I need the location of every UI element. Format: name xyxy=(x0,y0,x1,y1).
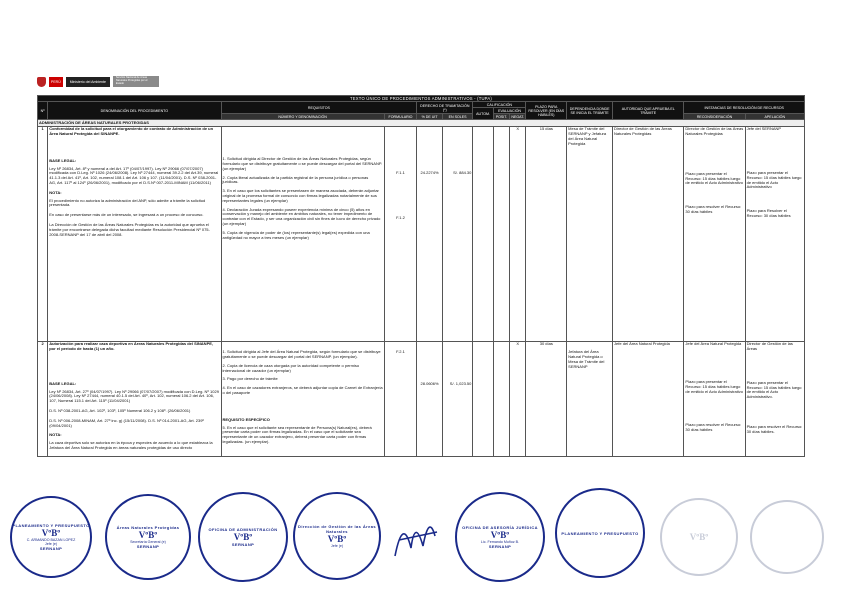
col-soles: EN SOLES xyxy=(442,114,473,120)
soles-cell: S/. 884.30 xyxy=(442,126,473,341)
col-denomination: DENOMINACIÓN DEL PROCEDIMIENTO xyxy=(48,102,221,120)
form-cell xyxy=(384,341,417,457)
soles-cell: S/. 1,023.50 xyxy=(442,341,473,457)
requirement-item: 5. En el caso que el solicitante sea representante de Persona(s) Natural(es), deberá presentar carta poder con firmas legalizadas. En el caso que el solicitante sea representante de un cazador extranjero, deberá presentar carta poder con firmas legalizadas. (un ejemplar). xyxy=(222,424,372,445)
header-logo xyxy=(37,76,159,87)
col-evaluation: EVALUACIÓN xyxy=(493,108,526,114)
requirement-item: 3. Pago por derecho de trámite xyxy=(222,376,278,382)
note-text: El procedimiento no autoriza la administración del ANP, sólo admite a trámite la solicitud presentada. xyxy=(49,197,206,208)
autom-cell xyxy=(473,126,493,341)
form-cell xyxy=(384,126,417,341)
authority-cell: Director de Gestión de las Áreas Naturales Protegidas xyxy=(613,126,684,341)
col-appeals: INSTANCIAS DE RESOLUCIÓN DE RECURSOS xyxy=(684,102,805,114)
appeal-cell: Jefe del SERNANP Plazo para presentar el Recurso: 15 días hábiles luego de emitido el Acto Administrativo Plazo para Resolver el Recurso: 30 días hábiles xyxy=(745,126,804,341)
reconsideration-cell: Jefe del Área Natural Protegida Plazo para presentar el Recurso: 15 días hábiles luego de emitido el Acto Administrativo Plazo para resolver el Recurso: 30 días hábiles xyxy=(684,341,745,457)
col-appeal: APELACIÓN xyxy=(745,114,804,120)
form-code: F.1.2 xyxy=(396,215,405,221)
deadline-cell: 30 días xyxy=(526,341,567,457)
base-legal-text: D.S. Nº 006-2008-MINAM, Art. 27º inc. g) (15/11/2008). D.S. Nº 014-2001-AG, Art. 239º (09/04/2001) xyxy=(49,417,204,428)
requirement-item: 3. En el caso que los solicitantes se presentasen de manera asociada, deberán adjuntar original de la promesa formal de consorcio con firmas legalizadas notarialmente de sus representantes legales (un ejemplar) xyxy=(222,188,379,203)
negat-cell: X xyxy=(510,341,526,457)
dependency-cell: Jefatura del Área Natural Protegida o Mesa de Trámite del SERNANP xyxy=(567,341,613,457)
stamp-planning-budget-2: PLANEAMIENTO Y PRESUPUESTO xyxy=(555,488,645,578)
base-legal-label: BASE LEGAL: xyxy=(49,157,77,163)
procedure-number: 2 xyxy=(38,341,48,457)
col-requirements: REQUISITOS xyxy=(221,102,417,114)
col-fee: DERECHO DE TRAMITACIÓN (*) xyxy=(417,102,473,114)
stamp-management-direction: Dirección de Gestión de las Áreas Naturales VºBº Jefe (e) xyxy=(293,492,381,580)
form-code: F.1.1 xyxy=(396,170,405,176)
tupa-table xyxy=(37,95,805,457)
appeal-cell: Director de Gestión de las Áreas Plazo para presentar el Recurso: 15 días hábiles luego de emitido el Acto Administrativo. Plazo para resolver el Recurso: 30 días hábiles. xyxy=(745,341,804,457)
requirement-item: 2. Copia de licencia de caza otorgada por la autoridad competente o permiso internacional de cazador (un ejemplar) xyxy=(222,362,360,373)
requirement-item: 4. Declaración Jurada expresando poseer experiencia mínima de cinco (5) años en conservación y manejo del ambiente en ámbitos naturales, no tener impedimento de contratar con el Estado, y ser una organización civil sin fines de lucro de derecho privado (un ejemplar) xyxy=(222,206,381,227)
stamp-legal-office: OFICINA DE ASESORÍA JURÍDICA VºBº Lic. Fernando Muñoz B. SERNANP xyxy=(455,492,545,582)
negat-cell: X xyxy=(510,126,526,341)
procedure-title: Conformidad de la solicitud para el otorgamiento de contrato de Administración de un Área Natural Protegida del SINANPE. xyxy=(49,126,214,137)
base-legal-label: BASE LEGAL: xyxy=(49,380,77,386)
col-posit: POSIT. xyxy=(493,114,509,120)
requirements-cell xyxy=(221,126,384,341)
procedure-title: Autorización para realizar caza deportiva en Áreas Naturales Protegidas del SINANPE, por el período de hasta (1) un año. xyxy=(49,341,214,352)
dependency-cell: Mesa de Trámite del SERNANP y Jefatura del Área Natural Protegida xyxy=(567,126,613,341)
table-row xyxy=(38,341,805,457)
base-legal-text: Ley Nº 26834, Art. 8º y numeral a del Art. 17º (04/07/1997). Ley Nº 29066 (07/07/2007) modificada con D.Leg. Nº 1026 (24/06/2008). Ley Nº 27444, numeral 39.2.2 del Art.39, numeral 41.1.3 del Art. 41º, Art. 102, numeral 108.1 del Art. 106 y 107. (11/04/2001). D.S. Nº 038-2001-AG, Art. 117º al 124º (26/06/2001), modificado por el D.S.Nº 007-2011-MINAM (11/06/2011) xyxy=(49,165,219,186)
logo-agency: Servicio Nacional de Áreas Naturales Protegidas por el Estado xyxy=(113,76,159,87)
stamp-planning-budget: PLANEAMIENTO Y PRESUPUESTO VºBº C. ARMANDO BAZAN LOPEZ Jefe (e) SERNANP xyxy=(10,496,92,578)
col-reconsideration: RECONSIDERACIÓN xyxy=(684,114,745,120)
logo-country: PERÚ xyxy=(49,77,63,87)
uit-cell: 28.0606% xyxy=(417,341,442,457)
procedure-description xyxy=(48,126,221,341)
uit-cell: 24.2274% xyxy=(417,126,442,341)
procedure-description xyxy=(48,341,221,457)
table-title: TEXTO ÚNICO DE PROCEDIMIENTOS ADMINISTRATIVOS - (TUPA) xyxy=(38,96,805,102)
col-form: FORMULARIO xyxy=(384,114,417,120)
col-req-number: NÚMERO Y DENOMINACIÓN xyxy=(221,114,384,120)
requirements-cell xyxy=(221,341,384,457)
table-row xyxy=(38,126,805,341)
requirement-item: 4. En el caso de cazadores extranjeros, se deberá adjuntar copia de Carnet de Extranjería o del pasaporte xyxy=(222,385,383,396)
reconsideration-cell: Director de Gestión de las Áreas Naturales Protegidas Plazo para presentar el Recurso: 15 días hábiles luego de emitido el Acto Administrativo Plazo para resolver el Recurso: 30 días hábiles xyxy=(684,126,745,341)
note-text: La caza deportiva solo se autoriza en la época y especies de acuerdo a lo que establezca la Jefatura del Área Natural Protegida en áreas naturales protegidas de uso directo xyxy=(49,440,213,451)
requirement-item: 2. Copia literal actualizada de la partida registral de la persona jurídica o personas jurídicas. xyxy=(222,174,369,185)
posit-cell xyxy=(493,341,509,457)
col-negat: NEGAT. xyxy=(511,114,525,119)
col-number: Nº xyxy=(38,102,48,120)
stamp-faded-1: VºBº xyxy=(660,498,738,576)
logo-ministry: Ministerio del Ambiente xyxy=(66,77,110,87)
base-legal-text: Ley Nº 26834, Art. 27º (04/07/1997). Ley Nº 29066 (07/07/2007) modificada con D.Leg. Nº 1029 (24/06/2008). Ley Nº 27444, numeral 40.1.5 del Art. 40º, Art. 102, numeral 106.2 del Art. 106, 107, Numeral 115.1 del Art. 115º (11/04/2001) xyxy=(49,388,219,404)
nota-label: NOTA: xyxy=(49,189,62,195)
requirement-item: 1. Solicitud dirigida al Jefe del Área Natural Protegida, según formulario que se distribuye gratuitamente o se puede descargar del portal del SERNANP. (un ejemplar). xyxy=(222,349,381,360)
handwritten-signature xyxy=(385,506,445,566)
form-code: F.2.1 xyxy=(396,349,405,355)
requirement-item: 1. Solicitud dirigida al Director de Gestión de las Áreas Naturales Protegidas, según formulario que se distribuye gratuitamente o se puede descargar del portal del SERNANP. (un ejemplar) xyxy=(222,156,383,171)
stamp-faded-2 xyxy=(750,500,824,574)
deadline-cell: 15 días xyxy=(526,126,567,341)
requirement-item: 5. Copia de vigencia de poder de (los) representante(s) legal(es) expedida con una antigüedad no mayor a tres meses (un ejemplar) xyxy=(222,229,370,240)
autom-cell xyxy=(473,341,493,457)
specific-requirement-label: REQUISITO ESPECÍFICO xyxy=(222,416,270,422)
stamp-administration-office: OFICINA DE ADMINISTRACIÓN VºBº SERNANP xyxy=(198,492,288,582)
col-authority: AUTORIDAD QUE APRUEBA EL TRÁMITE xyxy=(613,102,684,120)
section-title: ADMINISTRACIÓN DE ÁREAS NATURALES PROTEGIDAS xyxy=(38,120,805,127)
col-autom: AUTOM. xyxy=(473,108,493,120)
col-qualification: CALIFICACIÓN xyxy=(473,102,526,108)
posit-cell xyxy=(493,126,509,341)
col-uit: % DE UIT xyxy=(417,114,442,120)
nota-label: NOTA: xyxy=(49,432,62,438)
procedure-number: 1 xyxy=(38,126,48,341)
col-deadline: PLAZO PARA RESOLVER (EN DÍAS HÁBILES) xyxy=(526,102,567,120)
note-text: La Dirección de Gestión de las Áreas Naturales Protegidas es la autoridad que aprueba el trámite por encontrarse delegada dicha facultad mediante Resolución Presidencial Nº 075-2008-SERNANP del 17 de abril del 2008. xyxy=(49,222,210,237)
base-legal-text: D.S. Nº 038-2001-AG, Art. 102º, 103º, 105º Numeral 106.2 y 108º. (26/06/2001) xyxy=(49,408,191,414)
tupa-document xyxy=(37,95,805,457)
coat-of-arms-icon xyxy=(37,77,46,87)
col-dependency: DEPENDENCIA DONDE SE INICIA EL TRÁMITE xyxy=(567,102,613,120)
note-text: En caso de presentarse más de un interesado, se ingresará a un proceso de concurso. xyxy=(49,212,204,218)
stamp-protected-areas: Áreas Naturales Protegidas VºBº Secretaría General (e) SERNANP xyxy=(105,494,191,580)
approval-stamps xyxy=(0,488,841,593)
authority-cell: Jefe del Área Natural Protegida xyxy=(613,341,684,457)
